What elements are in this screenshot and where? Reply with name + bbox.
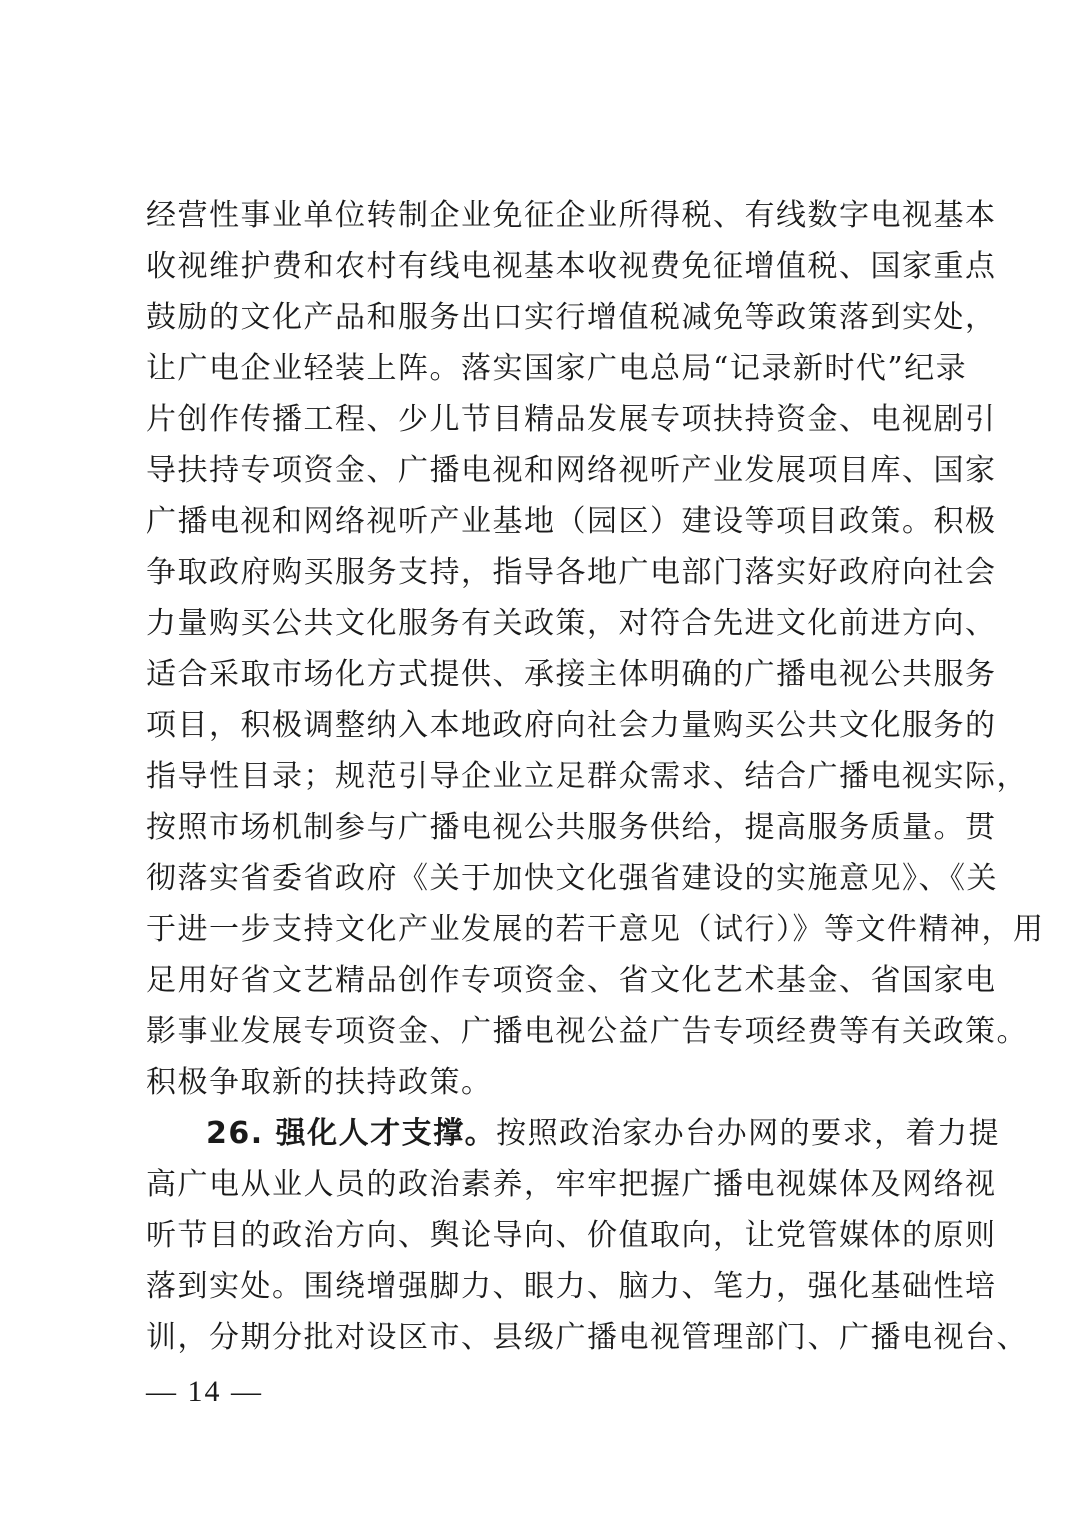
section-heading: 26. 强化人才支撑。 bbox=[206, 1116, 497, 1151]
text-line: 项目，积极调整纳入本地政府向社会力量购买公共文化服务的 bbox=[146, 708, 997, 743]
text-line: 适合采取市场化方式提供、承接主体明确的广播电视公共服务 bbox=[146, 657, 997, 692]
text-line: 鼓励的文化产品和服务出口实行增值税减免等政策落到实处， bbox=[146, 300, 997, 335]
section-text: 按照政治家办台办网的要求，着力提 bbox=[496, 1116, 1001, 1151]
text-line: 足用好省文艺精品创作专项资金、省文化艺术基金、省国家电 bbox=[146, 963, 997, 998]
text-line: 听节目的政治方向、舆论导向、价值取向，让党管媒体的原则 bbox=[146, 1218, 997, 1253]
text-line: 让广电企业轻装上阵。落实国家广电总局“记录新时代”纪录 bbox=[146, 351, 968, 386]
text-line: 争取政府购买服务支持，指导各地广电部门落实好政府向社会 bbox=[146, 555, 997, 590]
text-line: 落到实处。围绕增强脚力、眼力、脑力、笔力，强化基础性培 bbox=[146, 1269, 997, 1304]
text-line: 导扶持专项资金、广播电视和网络视听产业发展项目库、国家 bbox=[146, 453, 997, 488]
text-line: 收视维护费和农村有线电视基本收视费免征增值税、国家重点 bbox=[146, 249, 997, 284]
text-line: 于进一步支持文化产业发展的若干意见（试行）》等文件精神，用 bbox=[146, 912, 1045, 947]
text-line: 指导性目录；规范引导企业立足群众需求、结合广播电视实际， bbox=[146, 759, 1028, 794]
body-text bbox=[146, 190, 1045, 1363]
text-line: 按照市场机制参与广播电视公共服务供给，提高服务质量。贯 bbox=[146, 810, 997, 845]
text-line: 高广电从业人员的政治素养，牢牢把握广播电视媒体及网络视 bbox=[146, 1167, 997, 1202]
text-line: 训，分期分批对设区市、县级广播电视管理部门、广播电视台、 bbox=[146, 1320, 1028, 1355]
text-line: 积极争取新的扶持政策。 bbox=[146, 1065, 493, 1100]
text-line: 广播电视和网络视听产业基地（园区）建设等项目政策。积极 bbox=[146, 504, 997, 539]
text-line: 彻落实省委省政府《关于加快文化强省建设的实施意见》、《关 bbox=[146, 861, 998, 896]
text-line: 片创作传播工程、少儿节目精品发展专项扶持资金、电视剧引 bbox=[146, 402, 997, 437]
text-line: 经营性事业单位转制企业免征企业所得税、有线数字电视基本 bbox=[146, 198, 997, 233]
text-line: 力量购买公共文化服务有关政策，对符合先进文化前进方向、 bbox=[146, 606, 997, 641]
text-line: 影事业发展专项资金、广播电视公益广告专项经费等有关政策。 bbox=[146, 1014, 1028, 1049]
page-number: — 14 — bbox=[146, 1375, 263, 1408]
section-26-first-line bbox=[146, 1108, 1001, 1159]
